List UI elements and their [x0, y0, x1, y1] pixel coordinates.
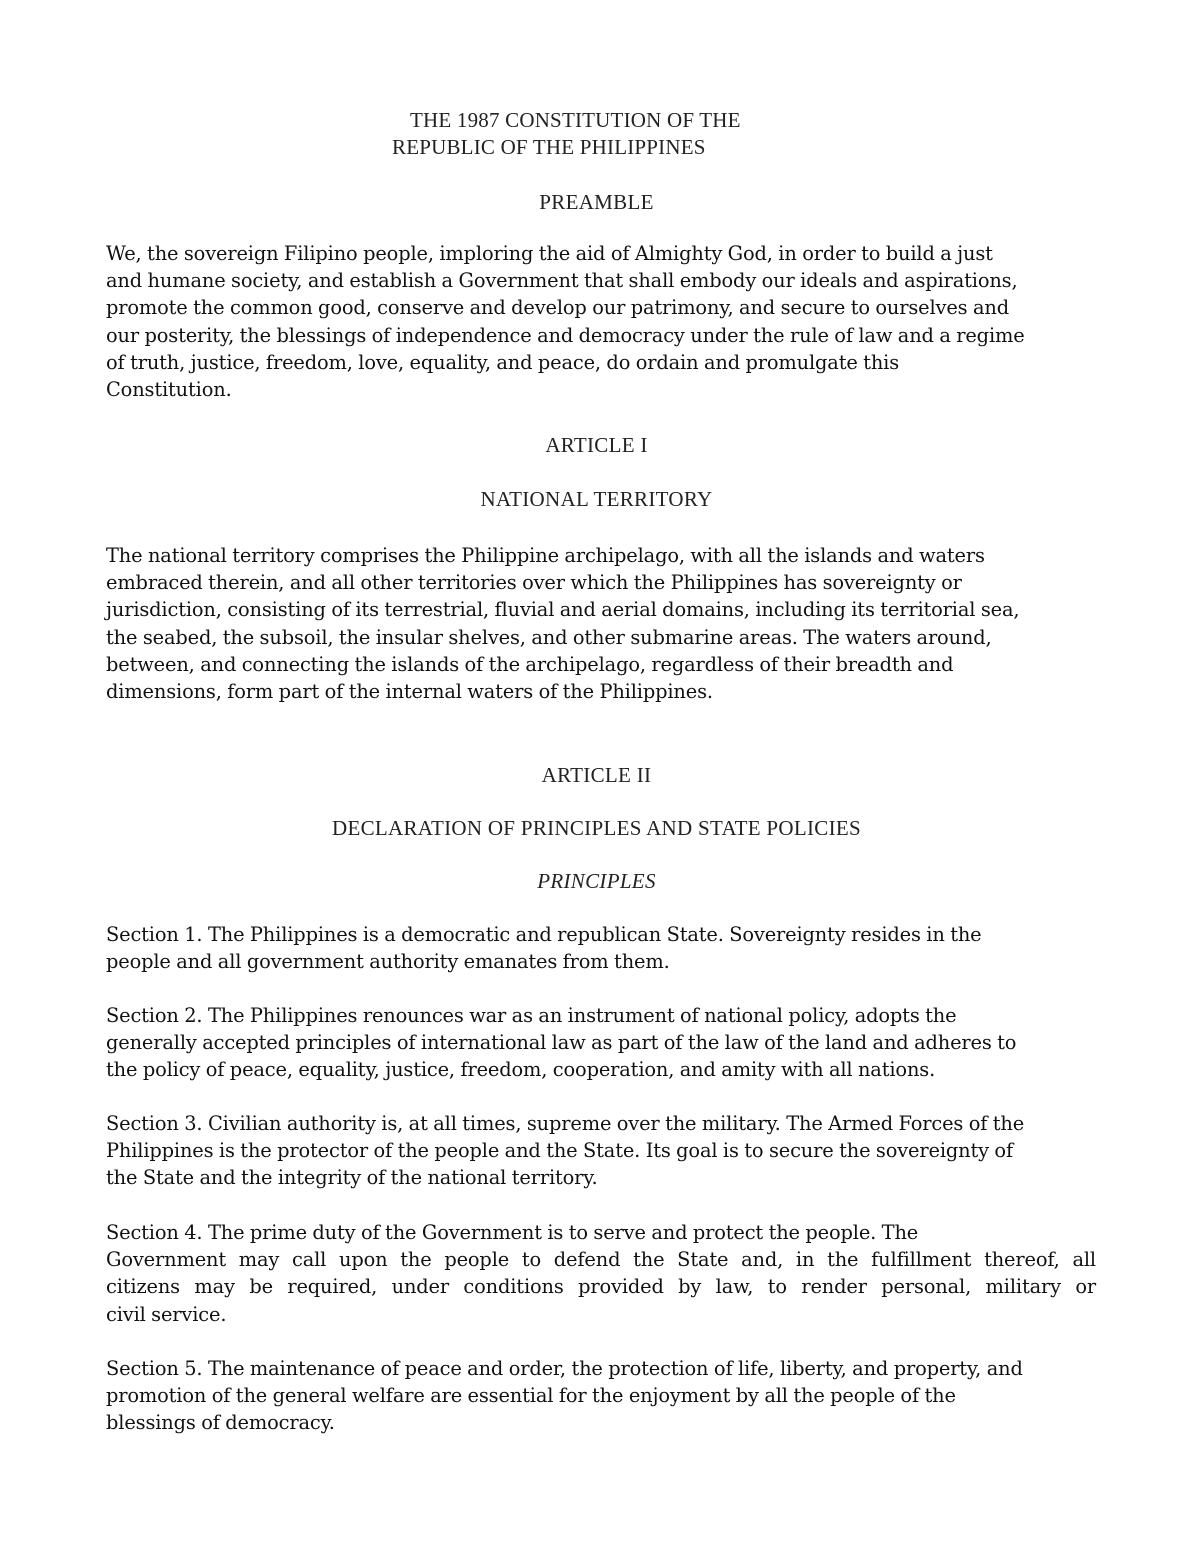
paragraph-line: embraced therein, and all other territories over which the Philippines has sovereignty or	[106, 571, 962, 595]
paragraph-line: the seabed, the subsoil, the insular shelves, and other submarine areas. The waters around,	[106, 625, 992, 649]
preamble-heading: PREAMBLE	[539, 190, 654, 214]
paragraph-line: The national territory comprises the Philippine archipelago, with all the islands and waters	[106, 544, 985, 567]
paragraph-line: our posterity, the blessings of independence and democracy under the rule of law and a regime	[106, 323, 1025, 347]
article-1-heading: ARTICLE I	[545, 433, 648, 457]
paragraph-line: dimensions, form part of the internal waters of the Philippines.	[106, 680, 713, 704]
section-4-paragraph	[106, 1219, 1096, 1328]
section-3-paragraph	[106, 1110, 1096, 1192]
section-2-paragraph	[106, 1002, 1096, 1084]
article-2-subheading: DECLARATION OF PRINCIPLES AND STATE POLICIES	[332, 816, 861, 840]
paragraph-line: Constitution.	[106, 378, 232, 402]
paragraph-line: and humane society, and establish a Government that shall embody our ideals and aspirations,	[106, 269, 1018, 293]
paragraph-line: jurisdiction, consisting of its terrestrial, fluvial and aerial domains, including its territorial sea,	[106, 598, 1020, 622]
paragraph-line: promotion of the general welfare are essential for the enjoyment by all the people of the	[106, 1384, 956, 1408]
article-2-heading: ARTICLE II	[541, 763, 652, 787]
principles-heading: PRINCIPLES	[537, 869, 656, 893]
section-5-paragraph	[106, 1355, 1096, 1437]
preamble-paragraph	[106, 240, 1096, 403]
paragraph-line: Section 4. The prime duty of the Government is to serve and protect the people. The	[106, 1221, 919, 1244]
paragraph-line: the policy of peace, equality, justice, freedom, cooperation, and amity with all nations.	[106, 1058, 936, 1082]
paragraph-line: Section 1. The Philippines is a democratic and republican State. Sovereignty resides in the	[106, 923, 982, 946]
paragraph-line: Section 2. The Philippines renounces war as an instrument of national policy, adopts the	[106, 1004, 957, 1027]
paragraph-line: the State and the integrity of the national territory.	[106, 1166, 598, 1190]
paragraph-line: Section 3. Civilian authority is, at all times, supreme over the military. The Armed Forces of the	[106, 1112, 1025, 1135]
paragraph-line: blessings of democracy.	[106, 1411, 335, 1435]
paragraph-line: Government may call upon the people to defend the State and, in the fulfillment thereof, all	[106, 1248, 1096, 1272]
article-1-subheading: NATIONAL TERRITORY	[480, 487, 713, 511]
section-1-paragraph	[106, 921, 1096, 975]
paragraph-line: promote the common good, conserve and develop our patrimony, and secure to ourselves and	[106, 296, 1010, 320]
paragraph-line: Section 5. The maintenance of peace and order, the protection of life, liberty, and property, and	[106, 1357, 1023, 1380]
paragraph-line: between, and connecting the islands of the archipelago, regardless of their breadth and	[106, 652, 954, 676]
paragraph-line: civil service.	[106, 1302, 227, 1326]
paragraph-line: of truth, justice, freedom, love, equality, and peace, do ordain and promulgate this	[106, 350, 900, 374]
paragraph-line: Philippines is the protector of the people and the State. Its goal is to secure the sovereignty of	[106, 1139, 1013, 1163]
document-title-line-1: THE 1987 CONSTITUTION OF THE	[410, 108, 741, 132]
paragraph-line: people and all government authority emanates from them.	[106, 950, 670, 974]
article-1-paragraph	[106, 542, 1096, 705]
paragraph-line: generally accepted principles of international law as part of the law of the land and adheres to	[106, 1031, 1017, 1055]
paragraph-line: citizens may be required, under conditions provided by law, to render personal, military or	[106, 1275, 1096, 1299]
paragraph-line: We, the sovereign Filipino people, imploring the aid of Almighty God, in order to build a just	[106, 242, 993, 265]
document-title-line-2: REPUBLIC OF THE PHILIPPINES	[392, 135, 706, 159]
